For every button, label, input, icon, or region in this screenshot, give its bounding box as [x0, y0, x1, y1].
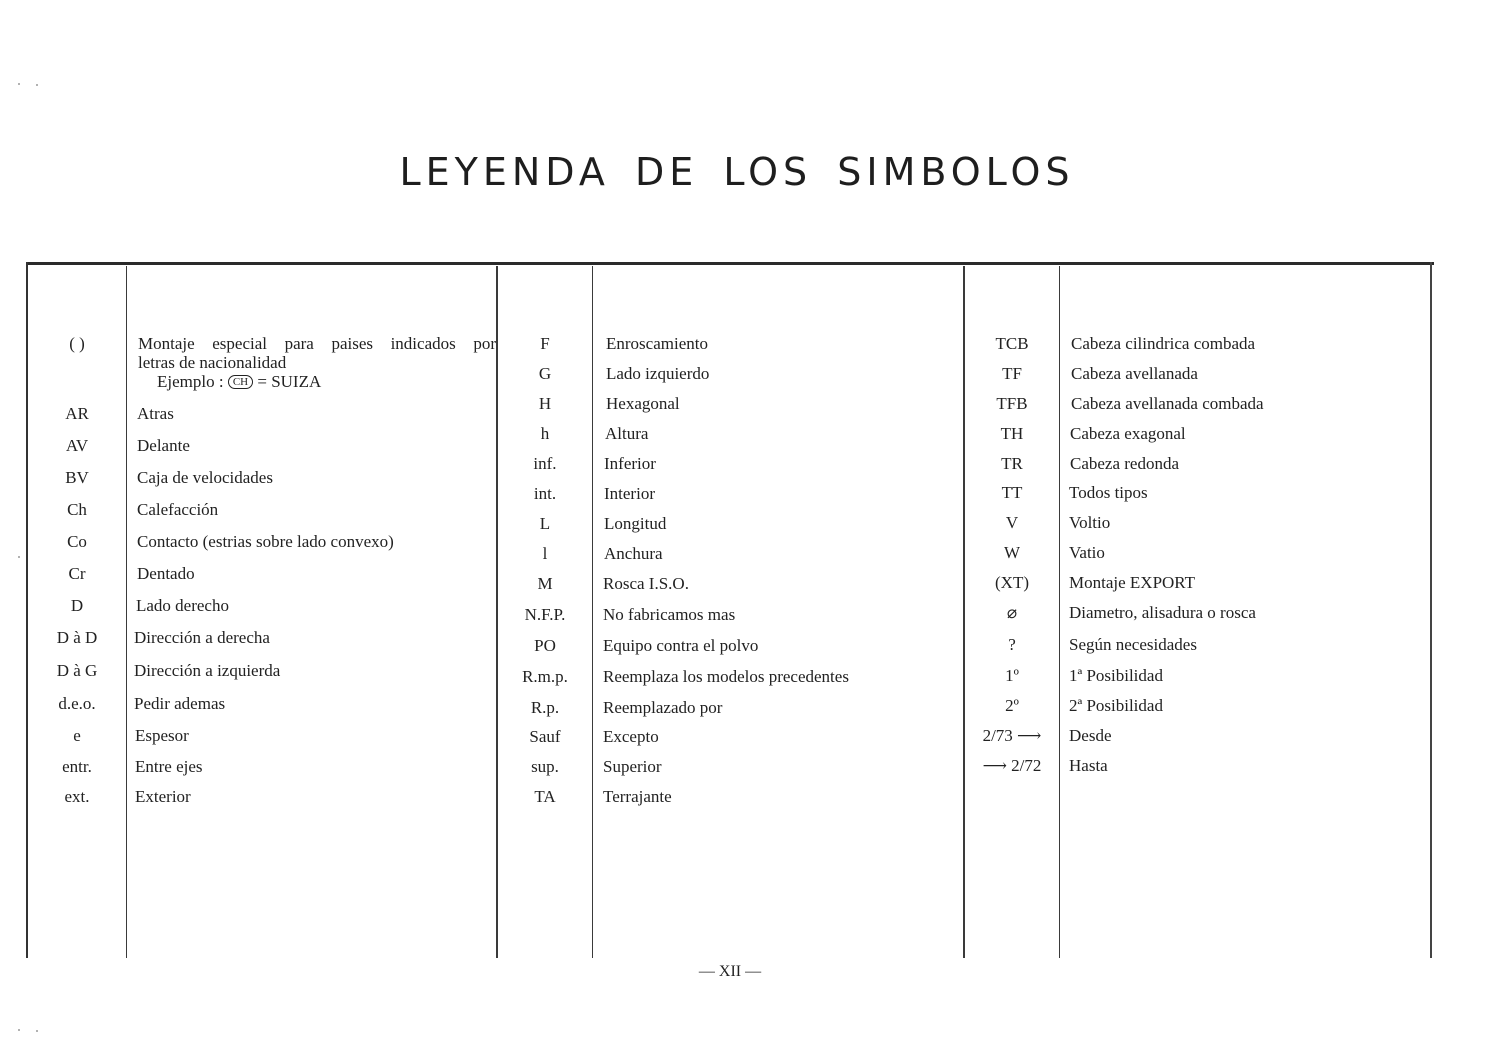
- description-line: Montaje especial para paises indicados por: [138, 334, 496, 353]
- legend-description: Voltio: [1069, 513, 1111, 532]
- legend-description: Delante: [137, 436, 190, 455]
- legend-description: Caja de velocidades: [137, 468, 273, 487]
- legend-description: Según necesidades: [1069, 635, 1197, 654]
- legend-symbol: sup.: [531, 757, 559, 776]
- legend-symbol: D à G: [56, 661, 98, 680]
- legend-description: Rosca I.S.O.: [603, 574, 689, 593]
- legend-symbol: int.: [533, 484, 557, 503]
- legend-symbol: TR: [1001, 454, 1023, 473]
- legend-description: Dentado: [137, 564, 195, 583]
- legend-symbol: TCB: [995, 334, 1029, 353]
- legend-symbol: ⟶ 2/72: [982, 756, 1042, 775]
- legend-description: Superior: [603, 757, 662, 776]
- legend-symbol: 1º: [1005, 666, 1019, 685]
- legend-symbol: l: [542, 544, 548, 563]
- legend-symbol: R.p.: [530, 698, 560, 717]
- legend-symbol: d.e.o.: [58, 694, 96, 713]
- legend-description: Equipo contra el polvo: [603, 636, 759, 655]
- legend-symbol: 2/73 ⟶: [982, 726, 1042, 745]
- legend-symbol: M: [537, 574, 553, 593]
- legend-symbol: ⌀: [1006, 603, 1018, 622]
- legend-description: Cabeza redonda: [1070, 454, 1180, 473]
- legend-symbol: ?: [1008, 635, 1016, 654]
- legend-description: 1ª Posibilidad: [1069, 666, 1163, 685]
- legend-description: Pedir ademas: [134, 694, 226, 713]
- page-number: — XII —: [698, 963, 762, 980]
- legend-symbol: ext.: [64, 787, 90, 806]
- legend-symbol: TA: [534, 787, 556, 806]
- legend-description: Excepto: [603, 727, 659, 746]
- scan-speck: [36, 84, 38, 86]
- legend-description: No fabricamos mas: [603, 605, 736, 624]
- example-suffix: = SUIZA: [257, 372, 322, 391]
- legend-description: Contacto (estrias sobre lado convexo): [137, 532, 394, 551]
- column-divider: [126, 266, 127, 958]
- legend-symbol: L: [539, 514, 551, 533]
- table-right-border: [1430, 262, 1432, 958]
- legend-description: Cabeza exagonal: [1070, 424, 1186, 443]
- example-prefix: Ejemplo :: [157, 372, 224, 391]
- example-line: [138, 372, 496, 391]
- legend-description: Longitud: [604, 514, 667, 533]
- legend-description: Desde: [1069, 726, 1112, 745]
- legend-symbol: Ch: [67, 500, 87, 519]
- legend-symbol: F: [540, 334, 550, 353]
- column-divider: [1059, 266, 1060, 958]
- legend-symbol: V: [1005, 513, 1019, 532]
- legend-description: Atras: [137, 404, 174, 423]
- legend-symbol: TF: [1002, 364, 1022, 383]
- legend-description: Anchura: [604, 544, 663, 563]
- legend-description: Hexagonal: [606, 394, 680, 413]
- legend-symbol: BV: [65, 468, 89, 487]
- legend-symbol: h: [540, 424, 550, 443]
- legend-symbol: TFB: [996, 394, 1028, 413]
- legend-symbol: ( ): [69, 334, 85, 353]
- legend-symbol: 2º: [1005, 696, 1019, 715]
- legend-description: Enroscamiento: [606, 334, 708, 353]
- legend-symbol: e: [73, 726, 81, 745]
- legend-description: Todos tipos: [1069, 483, 1148, 502]
- legend-description: Cabeza avellanada: [1071, 364, 1198, 383]
- legend-description: Calefacción: [137, 500, 219, 519]
- scan-speck: [18, 83, 20, 85]
- legend-description: Lado izquierdo: [606, 364, 710, 383]
- legend-symbol: AV: [65, 436, 89, 455]
- legend-symbol: D: [70, 596, 84, 615]
- legend-description: 2ª Posibilidad: [1069, 696, 1163, 715]
- legend-symbol: Sauf: [529, 727, 561, 746]
- legend-symbol: G: [538, 364, 552, 383]
- scan-speck: [18, 1029, 20, 1031]
- legend-description: Diametro, alisadura o rosca: [1069, 603, 1256, 622]
- legend-description: Inferior: [604, 454, 656, 473]
- legend-description: Altura: [605, 424, 649, 443]
- description-line: letras de nacionalidad: [138, 353, 287, 372]
- legend-symbol: W: [1003, 543, 1021, 562]
- legend-symbol: PO: [534, 636, 556, 655]
- legend-symbol: (XT): [995, 573, 1029, 592]
- legend-symbol: inf.: [533, 454, 557, 473]
- legend-description: Dirección a izquierda: [134, 661, 281, 680]
- legend-description: Interior: [604, 484, 655, 503]
- legend-symbol: H: [538, 394, 552, 413]
- column-divider: [592, 266, 593, 958]
- scan-speck: [36, 1030, 38, 1032]
- legend-description: Terrajante: [603, 787, 672, 806]
- legend-symbol: TH: [1000, 424, 1024, 443]
- legend-symbol: R.m.p.: [522, 667, 568, 686]
- legend-symbol: D à D: [56, 628, 98, 647]
- legend-description: Cabeza avellanada combada: [1071, 394, 1264, 413]
- legend-symbol: TT: [1001, 483, 1023, 502]
- legend-description: Reemplaza los modelos precedentes: [603, 667, 849, 686]
- legend-symbol: Co: [67, 532, 87, 551]
- legend-description: Reemplazado por: [603, 698, 723, 717]
- legend-description: Hasta: [1069, 756, 1108, 775]
- legend-description: Entre ejes: [135, 757, 203, 776]
- nationality-plate-icon: CH: [228, 375, 253, 389]
- legend-symbol: N.F.P.: [524, 605, 566, 624]
- table-top-border: [28, 262, 1434, 265]
- page-title: LEYENDA DE LOS SIMBOLOS: [399, 150, 1075, 194]
- legend-description: Espesor: [135, 726, 189, 745]
- legend-description: Montaje EXPORT: [1069, 573, 1195, 592]
- legend-description: Exterior: [135, 787, 191, 806]
- legend-symbol: Cr: [68, 564, 86, 583]
- legend-description: Dirección a derecha: [134, 628, 270, 647]
- legend-description: Lado derecho: [136, 596, 229, 615]
- legend-symbol: entr.: [62, 757, 92, 776]
- legend-symbol: AR: [65, 404, 89, 423]
- legend-description: Cabeza cilindrica combada: [1071, 334, 1256, 353]
- legend-description: Vatio: [1069, 543, 1105, 562]
- legend-description: [138, 334, 496, 391]
- scan-speck: [18, 556, 20, 558]
